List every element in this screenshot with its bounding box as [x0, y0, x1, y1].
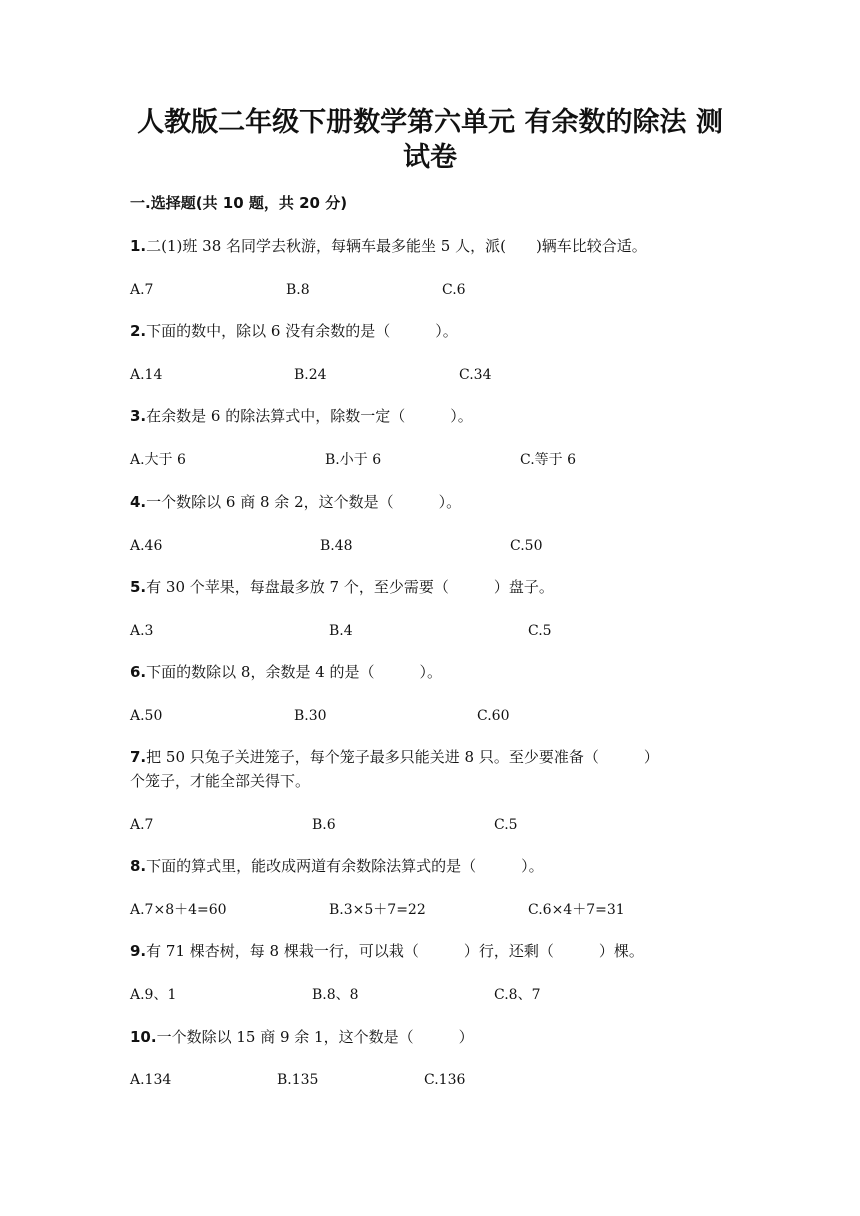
option-a: A.134: [130, 1072, 172, 1088]
section-heading: 一.选择题(共 10 题，共 20 分): [130, 194, 348, 212]
option-a: A.3: [130, 623, 154, 639]
option-a: A.大于 6: [130, 452, 186, 468]
question-7: [130, 746, 659, 768]
option-c: C.5: [494, 817, 518, 833]
question-number: 1.: [130, 237, 147, 255]
option-a: A.7: [130, 817, 154, 833]
option-c: C.6×4＋7=31: [528, 902, 625, 918]
question-number: 5.: [130, 578, 147, 596]
option-b: B.8、8: [312, 987, 359, 1003]
question-number: 2.: [130, 322, 147, 340]
question-text: 把 50 只兔子关进笼子，每个笼子最多只能关进 8 只。至少要准备（ ）: [146, 748, 659, 766]
question-1: [130, 235, 647, 257]
question-text: 有 30 个苹果，每盘最多放 7 个，至少需要（ ）盘子。: [146, 578, 554, 596]
page-title: 人教版二年级下册数学第六单元 有余数的除法 测: [137, 107, 723, 138]
option-b: B.135: [277, 1072, 319, 1088]
option-b: B.4: [329, 623, 353, 639]
question-3: [130, 405, 473, 427]
option-c: C.8、7: [494, 987, 541, 1003]
option-c: C.60: [477, 708, 510, 724]
option-a: A.7: [130, 282, 154, 298]
option-b: B.3×5＋7=22: [329, 902, 426, 918]
option-b: B.小于 6: [325, 452, 382, 468]
question-text: 有 71 棵杏树，每 8 棵栽一行，可以栽（ ）行，还剩（ ）棵。: [146, 942, 644, 960]
question-text: 个笼子，才能全部关得下。: [130, 772, 311, 790]
question-number: 6.: [130, 663, 147, 681]
question-text: 下面的数除以 8，余数是 4 的是（ ）。: [146, 663, 443, 681]
option-a: A.14: [130, 367, 163, 383]
option-a: A.7×8＋4=60: [130, 902, 227, 918]
option-c: C.34: [459, 367, 492, 383]
question-4: [130, 491, 461, 513]
question-number: 7.: [130, 748, 147, 766]
question-text: 一个数除以 15 商 9 余 1，这个数是（ ）: [156, 1028, 474, 1046]
page-title-continued: 试卷: [403, 142, 457, 173]
option-b: B.24: [294, 367, 327, 383]
option-a: A.50: [130, 708, 163, 724]
question-7-continued: [130, 770, 310, 792]
question-number: 10.: [130, 1028, 157, 1046]
option-c: C.50: [510, 538, 543, 554]
option-c: C.6: [442, 282, 466, 298]
question-number: 3.: [130, 407, 147, 425]
option-b: B.8: [286, 282, 310, 298]
question-2: [130, 320, 458, 342]
question-10: [130, 1026, 474, 1048]
question-6: [130, 661, 442, 683]
option-c: C.136: [424, 1072, 466, 1088]
option-a: A.9、1: [130, 987, 177, 1003]
option-a: A.46: [130, 538, 163, 554]
question-5: [130, 576, 554, 598]
question-text: 一个数除以 6 商 8 余 2，这个数是（ ）。: [146, 493, 462, 511]
question-text: 下面的算式里，能改成两道有余数除法算式的是（ ）。: [146, 857, 544, 875]
question-text: 在余数是 6 的除法算式中，除数一定（ ）。: [146, 407, 473, 425]
question-number: 4.: [130, 493, 147, 511]
option-b: B.48: [320, 538, 353, 554]
option-b: B.6: [312, 817, 336, 833]
option-c: C.等于 6: [520, 452, 577, 468]
question-8: [130, 855, 544, 877]
question-number: 8.: [130, 857, 147, 875]
option-c: C.5: [528, 623, 552, 639]
question-text: 二(1)班 38 名同学去秋游，每辆车最多能坐 5 人，派( )辆车比较合适。: [146, 237, 647, 255]
question-9: [130, 940, 644, 962]
question-number: 9.: [130, 942, 147, 960]
option-b: B.30: [294, 708, 327, 724]
question-text: 下面的数中，除以 6 没有余数的是（ ）。: [146, 322, 458, 340]
